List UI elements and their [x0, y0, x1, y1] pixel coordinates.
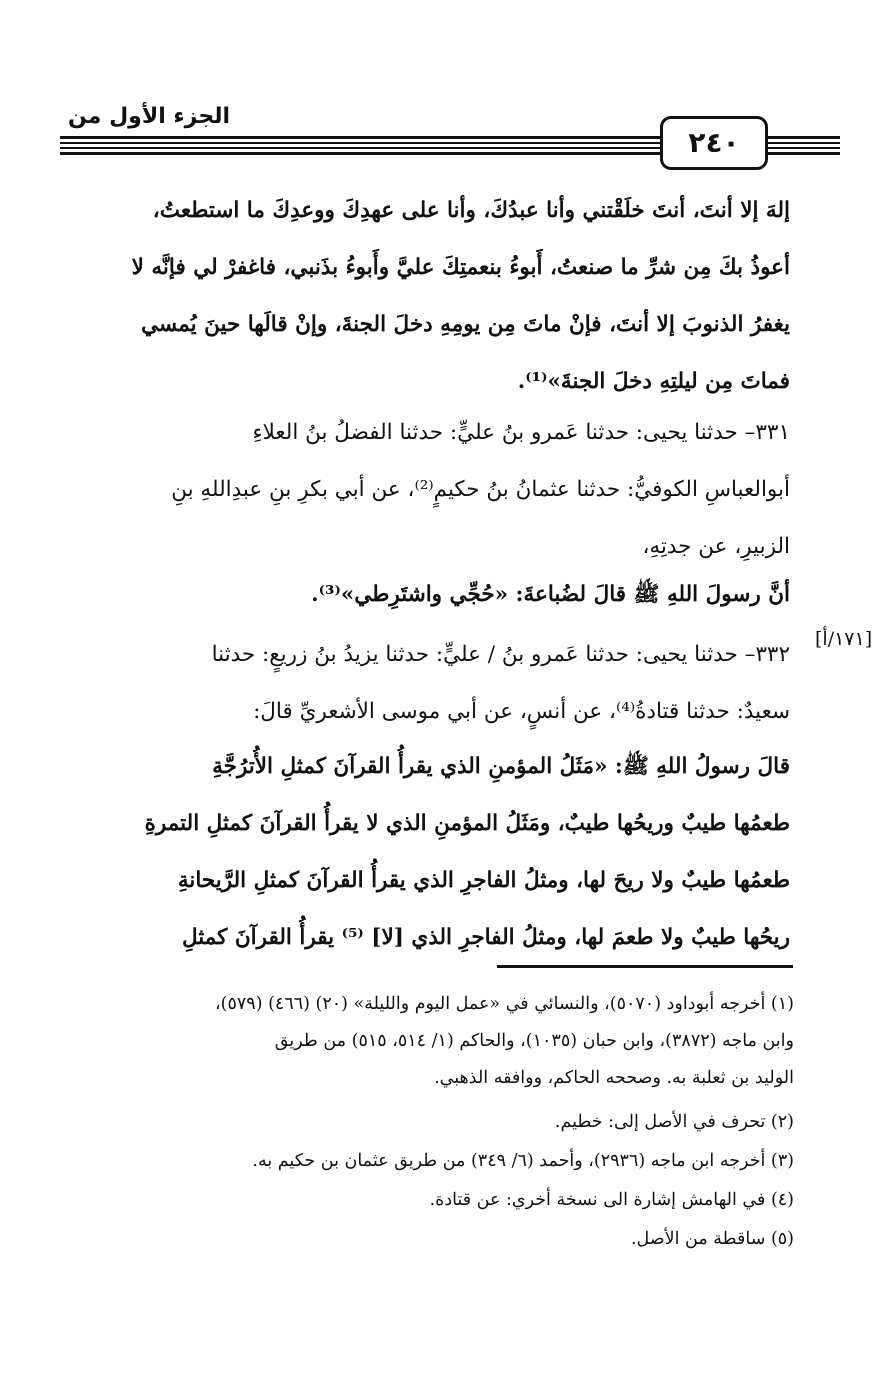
text-line: ٣٣١– حدثنا يحيى: حدثنا عَمرو بنُ عليٍّ: حدثنا الفضلُ بنُ العلاءِ — [252, 420, 790, 445]
text-line: طعمُها طيبٌ وريحُها طيبٌ، ومَثَلُ المؤمنِ الذي لا يقرأُ القرآنَ كمثلِ التمرةِ — [144, 811, 790, 836]
paragraph-isnad-332 — [82, 626, 790, 740]
paragraph-isnad-331 — [82, 404, 790, 575]
footnote-line: (١) أخرجه أبوداود (٥٠٧٠)، والنسائي في «عمل اليوم والليلة» (٢٠) (٤٦٦) (٥٧٩)، — [215, 994, 794, 1014]
paragraph-matn-332 — [82, 738, 790, 966]
text-line: الزبيرِ، عن جدتِهِ، — [642, 534, 790, 559]
footnote-line: (٤) في الهامش إشارة الى نسخة أخري: عن قتادة. — [429, 1190, 794, 1210]
footnote-line: وابن ماجه (٣٨٧٢)، وابن حبان (١٠٣٥)، والحاكم (١/ ٥١٤، ٥١٥) من طريق — [274, 1031, 794, 1051]
footnote-line: الوليد بن ثعلبة به. وصححه الحاكم، ووافقه الذهبي. — [434, 1068, 794, 1088]
text-line: فماتَ مِن ليلتِهِ دخلَ الجنةَ»⁽¹⁾. — [517, 369, 790, 394]
footnote-1 — [82, 986, 794, 1097]
footnote-line: (٢) تحرف في الأصل إلى: خطيم. — [554, 1112, 794, 1132]
paragraph-hadith-continuation — [82, 182, 790, 410]
footnote-line: (٣) أخرجه ابن ماجه (٢٩٣٦)، وأحمد (٦/ ٣٤٩) من طريق عثمان بن حكيم به. — [252, 1151, 794, 1171]
text-line: إلهَ إلا أنتَ، أنتَ خلَقْتني وأنا عبدُكَ، وأنا على عهدِكَ ووعدِكَ ما استطعتُ، — [152, 198, 790, 223]
text-line: ٣٣٢– حدثنا يحيى: حدثنا عَمرو بنُ / عليٍّ: حدثنا يزيدُ بنُ زريعٍ: حدثنا — [211, 642, 790, 667]
text-line: أنَّ رسولَ اللهِ ﷺ قالَ لضُباعةَ: «حُجِّي واشتَرِطي»⁽³⁾. — [311, 582, 790, 607]
footnote-4 — [82, 1182, 794, 1219]
text-line: طعمُها طيبٌ ولا ريحَ لها، ومثلُ الفاجرِ الذي يقرأُ القرآنَ كمثلِ الرَّيحانةِ — [177, 868, 790, 893]
footnote-line: (٥) ساقطة من الأصل. — [630, 1229, 794, 1249]
footnote-5 — [82, 1221, 794, 1258]
page-number: ٢٤٠ — [688, 126, 740, 159]
footnote-separator — [497, 965, 793, 968]
text-line: أعوذُ بكَ مِن شرِّ ما صنعتُ، أَبوءُ بنعمتِكَ عليَّ وأَبوءُ بذَنبي، فاغفرْ لي فإنَّه لا — [131, 255, 790, 280]
footnote-3 — [82, 1143, 794, 1180]
running-header-title: الجزء الأول من — [67, 104, 230, 129]
text-line: يغفرُ الذنوبَ إلا أنتَ، فإنْ ماتَ مِن يومِهِ دخلَ الجنةَ، وإنْ قالَها حينَ يُمسي — [141, 312, 790, 337]
text-line: سعيدٌ: حدثنا قتادةُ⁽⁴⁾، عن أنسٍ، عن أبي موسى الأشعريِّ قالَ: — [253, 699, 790, 724]
manuscript-folio-marker: [١٧١/أ] — [815, 628, 873, 650]
footnote-2 — [82, 1104, 794, 1141]
paragraph-matn-331 — [82, 566, 790, 623]
text-line: ريحُها طيبٌ ولا طعمَ لها، ومثلُ الفاجرِ الذي [لا] ⁽⁵⁾ يقرأُ القرآنَ كمثلِ — [181, 925, 790, 950]
text-line: قالَ رسولُ اللهِ ﷺ: «مَثَلُ المؤمنِ الذي يقرأُ القرآنَ كمثلِ الأُترُجَّةِ — [212, 754, 790, 779]
text-line: أبوالعباسِ الكوفيُّ: حدثنا عثمانُ بنُ حكيمٍ⁽²⁾، عن أبي بكرِ بنِ عبدِاللهِ بنِ — [171, 477, 790, 502]
page-number-box — [660, 116, 768, 170]
